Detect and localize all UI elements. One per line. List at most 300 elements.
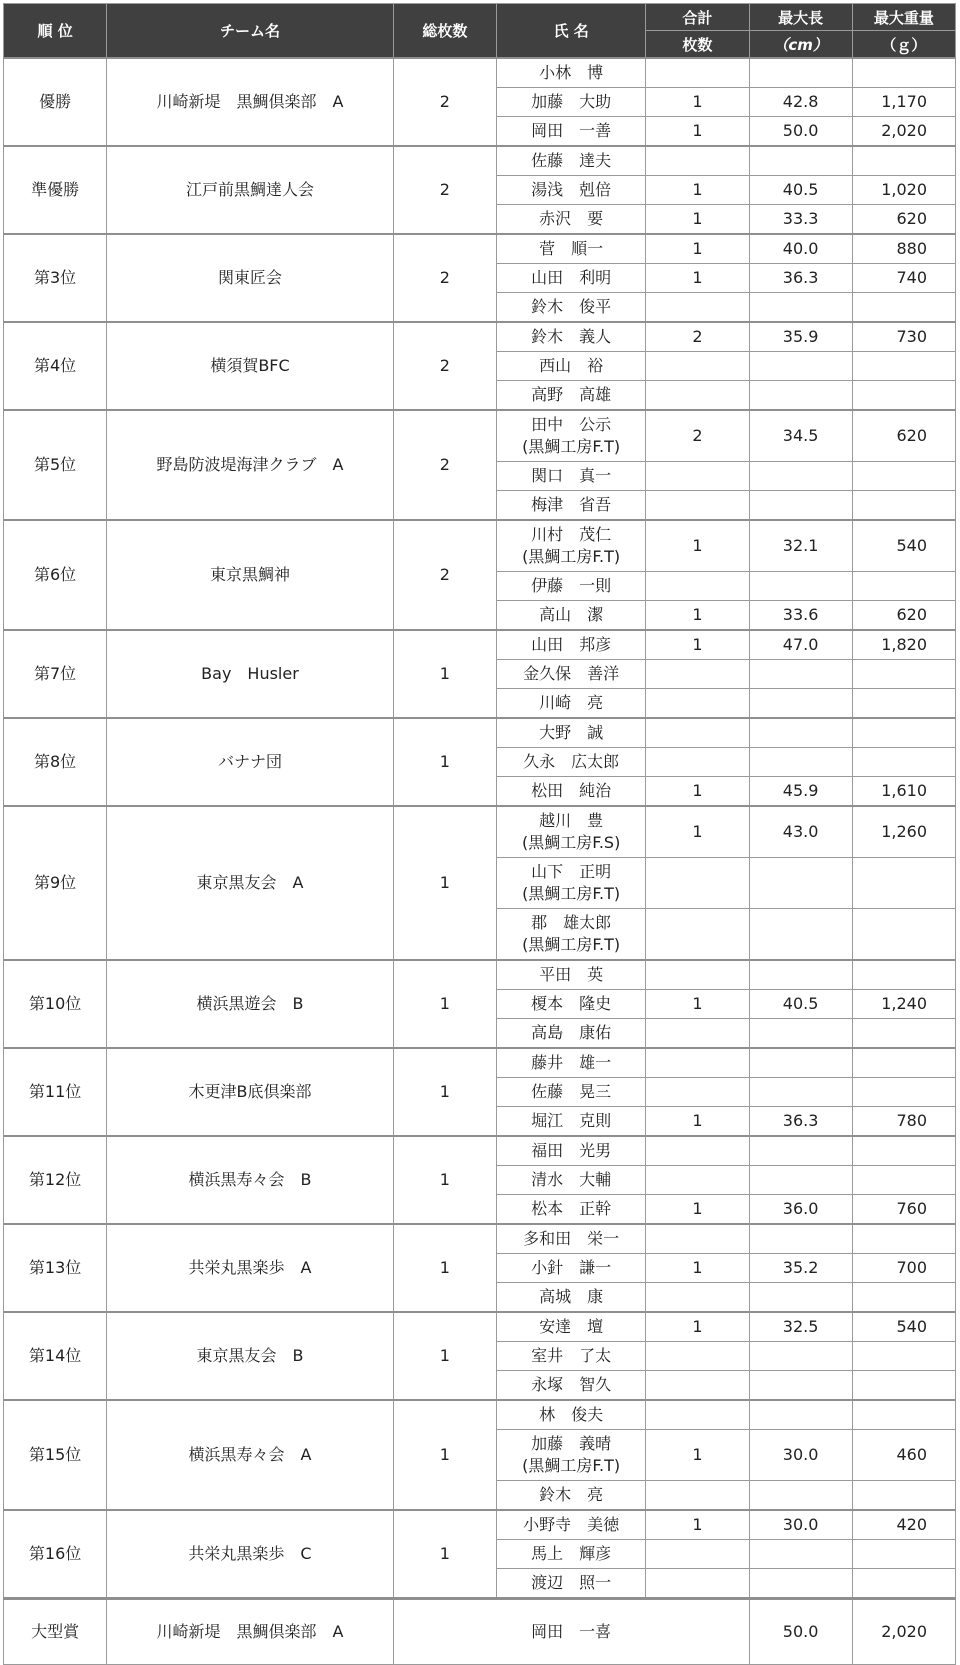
member-name: 松本 正幹 xyxy=(531,1199,612,1218)
fish-count-cell: 1 xyxy=(646,1254,749,1283)
max-length-cell: 45.9 xyxy=(749,777,852,807)
rank-cell: 第11位 xyxy=(4,1048,107,1136)
member-name: 榎本 隆史 xyxy=(531,994,612,1013)
rank-cell: 優勝 xyxy=(4,58,107,146)
max-length-cell xyxy=(749,1136,852,1166)
team-group xyxy=(4,520,956,630)
max-length-cell xyxy=(749,909,852,961)
member-name-cell xyxy=(497,1254,646,1283)
fish-count-cell: 2 xyxy=(646,322,749,352)
max-weight-cell: 1,820 xyxy=(852,630,955,660)
max-length-cell xyxy=(749,491,852,521)
max-length-cell xyxy=(749,1224,852,1254)
member-name-cell xyxy=(497,960,646,990)
total-count-cell: 2 xyxy=(393,58,496,146)
length-unit-label: （cm） xyxy=(773,35,828,54)
table-header xyxy=(4,4,956,59)
fish-count-cell: 1 xyxy=(646,1312,749,1342)
max-length-cell xyxy=(749,1400,852,1430)
max-weight-cell xyxy=(852,1078,955,1107)
max-weight-cell xyxy=(852,1371,955,1401)
max-length-cell xyxy=(749,1283,852,1313)
big-prize-length-cell: 50.0 xyxy=(749,1599,852,1665)
max-weight-cell xyxy=(852,146,955,176)
max-length-cell: 33.6 xyxy=(749,601,852,631)
total-count-cell: 2 xyxy=(393,410,496,520)
member-name-cell xyxy=(497,1195,646,1225)
member-name-cell xyxy=(497,205,646,235)
table-row xyxy=(4,1224,956,1254)
header-length-unit xyxy=(749,31,852,59)
table-row xyxy=(4,58,956,88)
table-row xyxy=(4,234,956,264)
member-name: 藤井 雄一 xyxy=(531,1053,612,1072)
rank-cell: 第16位 xyxy=(4,1510,107,1599)
max-length-cell: 36.0 xyxy=(749,1195,852,1225)
team-name-cell: 横須賀BFC xyxy=(107,322,394,410)
header-weight-top: 最大重量 xyxy=(852,4,955,31)
total-count-cell: 2 xyxy=(393,234,496,322)
team-name-cell: 横浜黒寿々会 B xyxy=(107,1136,394,1224)
max-weight-cell: 540 xyxy=(852,520,955,572)
member-name: 安達 壇 xyxy=(539,1317,604,1336)
member-name-cell xyxy=(497,777,646,807)
fish-count-cell xyxy=(646,858,749,909)
big-prize-team-cell: 川崎新堤 黒鯛倶楽部 A xyxy=(107,1599,394,1665)
member-name: 多和田 栄一 xyxy=(523,1229,620,1248)
max-length-cell xyxy=(749,1019,852,1049)
fish-count-cell xyxy=(646,689,749,719)
max-weight-cell: 1,170 xyxy=(852,88,955,117)
max-weight-cell xyxy=(852,1540,955,1569)
max-length-cell xyxy=(749,1371,852,1401)
fish-count-cell xyxy=(646,1569,749,1599)
member-name-cell xyxy=(497,1107,646,1137)
member-name: 鈴木 亮 xyxy=(539,1485,604,1504)
max-length-cell: 50.0 xyxy=(749,117,852,147)
team-group xyxy=(4,234,956,322)
fish-count-cell xyxy=(646,491,749,521)
member-name-cell xyxy=(497,748,646,777)
team-name-cell: 東京黒友会 B xyxy=(107,1312,394,1400)
team-name-cell: 木更津B底倶楽部 xyxy=(107,1048,394,1136)
rank-cell: 第13位 xyxy=(4,1224,107,1312)
member-name-cell xyxy=(497,1540,646,1569)
header-total: 総枚数 xyxy=(393,4,496,59)
fish-count-cell: 1 xyxy=(646,601,749,631)
total-count-cell: 1 xyxy=(393,960,496,1048)
team-name-cell: バナナ団 xyxy=(107,718,394,806)
max-length-cell xyxy=(749,660,852,689)
max-weight-cell: 620 xyxy=(852,205,955,235)
team-name-cell: 東京黒友会 A xyxy=(107,806,394,960)
max-weight-cell xyxy=(852,1166,955,1195)
member-name: 郡 雄太郎 xyxy=(531,913,612,932)
fish-count-cell: 1 xyxy=(646,176,749,205)
member-name: 小林 博 xyxy=(539,63,604,82)
max-length-cell xyxy=(749,960,852,990)
max-length-cell xyxy=(749,1078,852,1107)
max-length-cell xyxy=(749,1481,852,1511)
table-row xyxy=(4,806,956,858)
team-group xyxy=(4,322,956,410)
member-name: 越川 豊 xyxy=(539,811,604,830)
header-length-top: 最大長 xyxy=(749,4,852,31)
team-name-cell: 江戸前黒鯛達人会 xyxy=(107,146,394,234)
member-name-cell xyxy=(497,572,646,601)
member-name-cell xyxy=(497,322,646,352)
member-affiliation: (黒鯛工房F.T) xyxy=(522,437,621,456)
total-count-cell: 2 xyxy=(393,146,496,234)
fish-count-cell xyxy=(646,1283,749,1313)
fish-count-cell xyxy=(646,1224,749,1254)
member-name-cell xyxy=(497,1400,646,1430)
member-name: 佐藤 晃三 xyxy=(531,1082,612,1101)
member-name-cell xyxy=(497,1312,646,1342)
fish-count-cell xyxy=(646,462,749,491)
rank-cell: 第5位 xyxy=(4,410,107,520)
fish-count-cell xyxy=(646,293,749,323)
member-name: 菅 順一 xyxy=(539,239,604,258)
table-row xyxy=(4,322,956,352)
table-row xyxy=(4,146,956,176)
max-weight-cell xyxy=(852,1342,955,1371)
total-count-cell: 2 xyxy=(393,520,496,630)
member-name-cell xyxy=(497,601,646,631)
team-name-cell: 関東匠会 xyxy=(107,234,394,322)
team-name-cell: 野島防波堤海津クラブ A xyxy=(107,410,394,520)
team-group xyxy=(4,410,956,520)
table-row xyxy=(4,630,956,660)
max-length-cell xyxy=(749,1569,852,1599)
fish-count-cell: 1 xyxy=(646,1107,749,1137)
member-name: 佐藤 達夫 xyxy=(531,151,612,170)
team-group xyxy=(4,806,956,960)
member-name: 山田 利明 xyxy=(531,268,612,287)
total-count-cell: 1 xyxy=(393,1312,496,1400)
max-length-cell xyxy=(749,689,852,719)
member-name: 加藤 大助 xyxy=(531,92,612,111)
team-name-cell: 共栄丸黒楽歩 A xyxy=(107,1224,394,1312)
fish-count-cell xyxy=(646,1078,749,1107)
max-length-cell xyxy=(749,352,852,381)
max-weight-cell xyxy=(852,1283,955,1313)
team-group xyxy=(4,718,956,806)
member-name-cell xyxy=(497,146,646,176)
member-name-cell xyxy=(497,58,646,88)
max-length-cell: 36.3 xyxy=(749,264,852,293)
table-row xyxy=(4,960,956,990)
table-row xyxy=(4,1400,956,1430)
team-group xyxy=(4,58,956,146)
member-name: 福田 光男 xyxy=(531,1141,612,1160)
max-length-cell: 40.0 xyxy=(749,234,852,264)
member-name-cell xyxy=(497,234,646,264)
table-row xyxy=(4,410,956,462)
member-name: 加藤 義晴 xyxy=(531,1434,612,1453)
rank-cell: 第3位 xyxy=(4,234,107,322)
max-weight-cell: 620 xyxy=(852,601,955,631)
max-weight-cell xyxy=(852,1224,955,1254)
fish-count-cell: 1 xyxy=(646,205,749,235)
member-name: 高野 高雄 xyxy=(531,385,612,404)
fish-count-cell xyxy=(646,1166,749,1195)
member-name-cell xyxy=(497,88,646,117)
max-length-cell: 47.0 xyxy=(749,630,852,660)
max-length-cell: 35.2 xyxy=(749,1254,852,1283)
fish-count-cell xyxy=(646,960,749,990)
member-name-cell xyxy=(497,1510,646,1540)
team-group xyxy=(4,1224,956,1312)
max-weight-cell xyxy=(852,718,955,748)
member-name-cell xyxy=(497,352,646,381)
max-length-cell: 32.5 xyxy=(749,1312,852,1342)
fish-count-cell xyxy=(646,381,749,411)
header-rank: 順 位 xyxy=(4,4,107,59)
member-name: 鈴木 俊平 xyxy=(531,297,612,316)
fish-count-cell xyxy=(646,1342,749,1371)
total-count-cell: 1 xyxy=(393,718,496,806)
team-name-cell: 横浜黒遊会 B xyxy=(107,960,394,1048)
max-weight-cell: 460 xyxy=(852,1430,955,1481)
max-length-cell xyxy=(749,1166,852,1195)
max-weight-cell: 740 xyxy=(852,264,955,293)
max-length-cell: 30.0 xyxy=(749,1510,852,1540)
member-name-cell xyxy=(497,176,646,205)
rank-cell: 第9位 xyxy=(4,806,107,960)
table-row xyxy=(4,1312,956,1342)
member-name: 金久保 善洋 xyxy=(523,664,620,683)
max-weight-cell xyxy=(852,381,955,411)
member-name: 渡辺 照一 xyxy=(531,1573,612,1592)
max-weight-cell xyxy=(852,1048,955,1078)
member-name: 室井 了太 xyxy=(531,1346,612,1365)
max-weight-cell xyxy=(852,572,955,601)
member-name-cell xyxy=(497,1371,646,1401)
member-name-cell xyxy=(497,660,646,689)
member-name: 清水 大輔 xyxy=(531,1170,612,1189)
max-length-cell: 42.8 xyxy=(749,88,852,117)
member-name: 堀江 克則 xyxy=(531,1111,612,1130)
member-name-cell xyxy=(497,1166,646,1195)
fish-count-cell xyxy=(646,1400,749,1430)
member-name-cell xyxy=(497,858,646,909)
max-length-cell xyxy=(749,1342,852,1371)
max-length-cell: 36.3 xyxy=(749,1107,852,1137)
fish-count-cell xyxy=(646,718,749,748)
fish-count-cell: 1 xyxy=(646,1195,749,1225)
member-affiliation: (黒鯛工房F.T) xyxy=(522,1456,621,1475)
member-name-cell xyxy=(497,1048,646,1078)
total-count-cell: 1 xyxy=(393,1224,496,1312)
max-weight-cell: 620 xyxy=(852,410,955,462)
member-name: 川村 茂仁 xyxy=(531,525,612,544)
table-row xyxy=(4,718,956,748)
member-name-cell xyxy=(497,1136,646,1166)
header-team: チーム名 xyxy=(107,4,394,59)
max-length-cell xyxy=(749,381,852,411)
max-weight-cell: 880 xyxy=(852,234,955,264)
member-name: 小野寺 美徳 xyxy=(523,1515,620,1534)
member-name: 伊藤 一則 xyxy=(531,576,612,595)
max-weight-cell: 2,020 xyxy=(852,117,955,147)
fish-count-cell xyxy=(646,1048,749,1078)
max-weight-cell xyxy=(852,491,955,521)
header-count-bottom: 枚数 xyxy=(646,31,749,59)
table-row xyxy=(4,1136,956,1166)
max-length-cell: 40.5 xyxy=(749,176,852,205)
member-name: 関口 真一 xyxy=(531,466,612,485)
max-weight-cell xyxy=(852,858,955,909)
max-length-cell xyxy=(749,462,852,491)
member-name-cell xyxy=(497,1224,646,1254)
member-name-cell xyxy=(497,1283,646,1313)
member-name-cell xyxy=(497,1019,646,1049)
max-weight-cell: 780 xyxy=(852,1107,955,1137)
member-name: 大野 誠 xyxy=(539,723,604,742)
total-count-cell: 1 xyxy=(393,1136,496,1224)
member-name-cell xyxy=(497,462,646,491)
member-name-cell xyxy=(497,990,646,1019)
member-name-cell xyxy=(497,718,646,748)
fish-count-cell: 1 xyxy=(646,520,749,572)
team-name-cell: 共栄丸黒楽歩 C xyxy=(107,1510,394,1599)
fish-count-cell: 2 xyxy=(646,410,749,462)
member-name-cell xyxy=(497,1342,646,1371)
member-affiliation: (黒鯛工房F.S) xyxy=(521,833,621,852)
max-weight-cell xyxy=(852,960,955,990)
member-name: 赤沢 要 xyxy=(539,209,604,228)
member-name-cell xyxy=(497,520,646,572)
fish-count-cell: 1 xyxy=(646,990,749,1019)
fish-count-cell xyxy=(646,1019,749,1049)
fish-count-cell xyxy=(646,572,749,601)
rank-cell: 第4位 xyxy=(4,322,107,410)
fish-count-cell: 1 xyxy=(646,117,749,147)
member-name: 高山 潔 xyxy=(539,605,604,624)
member-name: 川崎 亮 xyxy=(539,693,604,712)
member-name-cell xyxy=(497,410,646,462)
member-name: 山下 正明 xyxy=(531,862,612,881)
max-length-cell xyxy=(749,748,852,777)
max-length-cell xyxy=(749,718,852,748)
member-name-cell xyxy=(497,1569,646,1599)
results-table xyxy=(3,3,956,1665)
total-count-cell: 1 xyxy=(393,1510,496,1599)
fish-count-cell: 1 xyxy=(646,1430,749,1481)
header-name: 氏 名 xyxy=(497,4,646,59)
max-length-cell: 34.5 xyxy=(749,410,852,462)
team-group xyxy=(4,1048,956,1136)
max-weight-cell: 700 xyxy=(852,1254,955,1283)
team-name-cell: 横浜黒寿々会 A xyxy=(107,1400,394,1510)
max-length-cell: 30.0 xyxy=(749,1430,852,1481)
rank-cell: 第14位 xyxy=(4,1312,107,1400)
max-weight-cell xyxy=(852,462,955,491)
fish-count-cell xyxy=(646,1540,749,1569)
max-weight-cell: 1,240 xyxy=(852,990,955,1019)
fish-count-cell: 1 xyxy=(646,264,749,293)
rank-cell: 第10位 xyxy=(4,960,107,1048)
team-name-cell: 川崎新堤 黒鯛倶楽部 A xyxy=(107,58,394,146)
max-weight-cell xyxy=(852,293,955,323)
table-row xyxy=(4,520,956,572)
member-name-cell xyxy=(497,1430,646,1481)
member-name: 平田 英 xyxy=(539,965,604,984)
big-prize-rank-cell: 大型賞 xyxy=(4,1599,107,1665)
max-length-cell: 35.9 xyxy=(749,322,852,352)
member-name: 永塚 智久 xyxy=(531,1375,612,1394)
member-affiliation: (黒鯛工房F.T) xyxy=(522,884,621,903)
fish-count-cell: 1 xyxy=(646,1510,749,1540)
rank-cell: 第12位 xyxy=(4,1136,107,1224)
team-name-cell: Bay Husler xyxy=(107,630,394,718)
fish-count-cell xyxy=(646,1371,749,1401)
max-weight-cell: 730 xyxy=(852,322,955,352)
fish-count-cell: 1 xyxy=(646,88,749,117)
max-length-cell xyxy=(749,858,852,909)
max-weight-cell xyxy=(852,1481,955,1511)
team-group xyxy=(4,1136,956,1224)
member-name-cell xyxy=(497,1078,646,1107)
big-prize-name-cell: 岡田 一喜 xyxy=(393,1599,749,1665)
fish-count-cell xyxy=(646,1481,749,1511)
member-name-cell xyxy=(497,689,646,719)
max-weight-cell xyxy=(852,1569,955,1599)
max-length-cell: 32.1 xyxy=(749,520,852,572)
max-weight-cell: 1,610 xyxy=(852,777,955,807)
max-weight-cell xyxy=(852,58,955,88)
member-name: 久永 広太郎 xyxy=(523,752,620,771)
team-name-cell: 東京黒鯛神 xyxy=(107,520,394,630)
fish-count-cell xyxy=(646,352,749,381)
max-weight-cell: 1,020 xyxy=(852,176,955,205)
member-name: 林 俊夫 xyxy=(539,1405,604,1424)
total-count-cell: 1 xyxy=(393,1048,496,1136)
member-name: 田中 公示 xyxy=(531,415,612,434)
team-group xyxy=(4,1400,956,1510)
max-length-cell xyxy=(749,146,852,176)
fish-count-cell xyxy=(646,660,749,689)
member-name: 湯浅 剋倍 xyxy=(531,180,612,199)
total-count-cell: 1 xyxy=(393,630,496,718)
big-prize-row xyxy=(4,1599,956,1665)
max-weight-cell xyxy=(852,352,955,381)
member-name: 西山 裕 xyxy=(539,356,604,375)
max-weight-cell xyxy=(852,689,955,719)
member-name-cell xyxy=(497,293,646,323)
member-name: 小針 謙一 xyxy=(531,1258,612,1277)
member-name: 山田 邦彦 xyxy=(531,635,612,654)
fish-count-cell: 1 xyxy=(646,806,749,858)
rank-cell: 第8位 xyxy=(4,718,107,806)
fish-count-cell: 1 xyxy=(646,777,749,807)
max-weight-cell xyxy=(852,660,955,689)
fish-count-cell xyxy=(646,748,749,777)
max-weight-cell xyxy=(852,748,955,777)
rank-cell: 第15位 xyxy=(4,1400,107,1510)
member-name: 岡田 一善 xyxy=(531,121,612,140)
fish-count-cell xyxy=(646,1136,749,1166)
team-group xyxy=(4,960,956,1048)
rank-cell: 第7位 xyxy=(4,630,107,718)
max-length-cell: 43.0 xyxy=(749,806,852,858)
fish-count-cell xyxy=(646,909,749,961)
fish-count-cell xyxy=(646,58,749,88)
team-group xyxy=(4,1312,956,1400)
team-group xyxy=(4,630,956,718)
header-count-top: 合計 xyxy=(646,4,749,31)
